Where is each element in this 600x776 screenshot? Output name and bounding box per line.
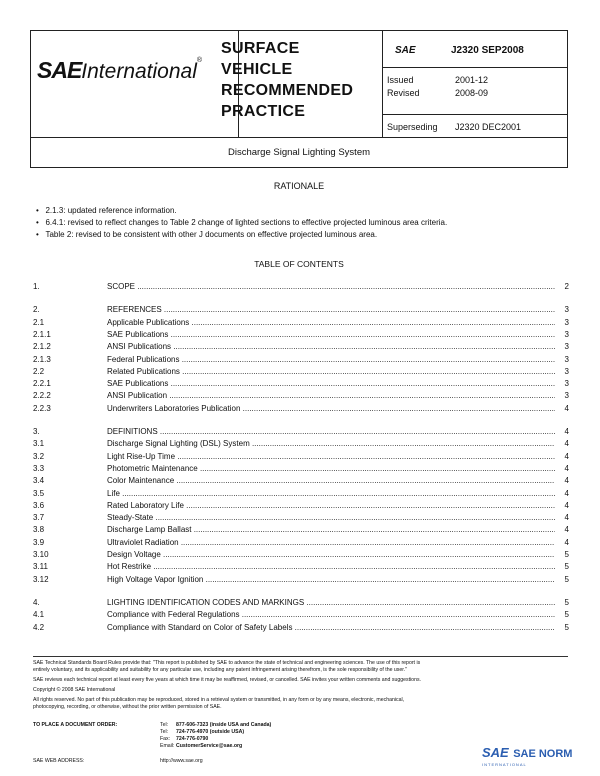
toc-row[interactable]: [33, 475, 569, 486]
toc-title: Rated Laboratory Life .....: [107, 500, 555, 511]
toc-number: 2.2.1: [33, 379, 51, 389]
toc-title: Discharge Lamp Ballast .....: [107, 524, 555, 535]
toc-title: REFERENCES .....: [107, 304, 555, 315]
toc-number: 2.1.1: [33, 329, 51, 339]
toc-page: 3: [564, 354, 569, 364]
toc-number: 3.4: [33, 476, 45, 486]
toc-number: 4.1: [33, 610, 45, 620]
toc-page: 5: [564, 610, 569, 620]
toc-number: 2.: [33, 305, 40, 315]
toc-row[interactable]: [33, 524, 569, 535]
toc-title: SAE Publications .....: [107, 378, 555, 389]
toc-row[interactable]: [33, 561, 569, 572]
toc-title: High Voltage Vapor Ignition .....: [107, 574, 555, 585]
web-address[interactable]: http://www.sae.org: [160, 758, 203, 764]
title-line: SURFACE: [221, 40, 300, 57]
toc-page: 4: [564, 500, 569, 510]
toc-number: 3.1: [33, 439, 45, 449]
toc-page: 5: [564, 550, 569, 559]
toc-row[interactable]: [33, 329, 569, 340]
toc-row[interactable]: [33, 512, 569, 523]
toc-page: 3: [564, 329, 569, 339]
toc-row[interactable]: [33, 574, 569, 585]
toc-row[interactable]: [33, 609, 569, 620]
toc-page: 5: [564, 574, 569, 584]
toc-number: 2.1.2: [33, 342, 51, 352]
toc-page: 4: [564, 403, 569, 413]
toc-title: Light Rise-Up Time .....: [107, 451, 555, 462]
toc-row[interactable]: [33, 451, 569, 462]
toc-title: Federal Publications .....: [107, 354, 555, 365]
toc-number: 3.2: [33, 451, 45, 461]
toc-number: 1.: [33, 282, 40, 291]
toc-number: 3.10: [33, 550, 49, 559]
toc-title: DEFINITIONS .....: [107, 426, 555, 437]
toc-number: 2.1.3: [33, 354, 51, 364]
toc-row[interactable]: [33, 304, 569, 315]
stamp-logo-icon: SAE: [482, 745, 509, 760]
toc-page: 3: [564, 305, 569, 315]
document-type-title: [221, 38, 353, 122]
logo-international-text: International: [81, 60, 197, 83]
toc-number: 2.2: [33, 366, 45, 376]
toc-page: 5: [564, 597, 569, 607]
toc-title: Related Publications .....: [107, 366, 555, 377]
toc-title: Underwriters Laboratories Publication .....: [107, 403, 555, 414]
toc-number: 3.8: [33, 525, 45, 535]
toc-number: 3.9: [33, 537, 45, 547]
toc-row[interactable]: [33, 488, 569, 499]
rationale-bullet: • Table 2: revised to be consistent with other J documents on effective projected luminous area.: [36, 230, 378, 239]
toc-page: 4: [564, 439, 569, 449]
toc-row[interactable]: [33, 317, 569, 328]
toc-title: Life .....: [107, 488, 555, 499]
toc-title: ANSI Publications .....: [107, 341, 555, 352]
toc-title: Steady-State .....: [107, 512, 555, 523]
toc-row[interactable]: [33, 341, 569, 352]
toc-number: 3.7: [33, 513, 45, 523]
toc-title: Hot Restrike .....: [107, 561, 555, 572]
header-divider: [382, 31, 383, 137]
toc-page: 4: [564, 463, 569, 473]
toc-page: 3: [564, 342, 569, 352]
toc-row[interactable]: [33, 366, 569, 377]
revised-label: Revised: [387, 88, 420, 98]
toc-row[interactable]: [33, 390, 569, 401]
toc-number: 4.2: [33, 622, 45, 632]
toc-page: 4: [564, 525, 569, 535]
toc-page: 3: [564, 379, 569, 389]
toc-title: Color Maintenance .....: [107, 475, 555, 486]
toc-number: 3.3: [33, 463, 45, 473]
toc-number: 2.2.3: [33, 403, 51, 413]
toc-row[interactable]: [33, 597, 569, 608]
footer-rule: [33, 656, 568, 657]
toc-row[interactable]: [33, 438, 569, 449]
superseding-value: J2320 DEC2001: [455, 122, 522, 132]
rationale-heading: RATIONALE: [273, 181, 325, 191]
title-line: RECOMMENDED: [221, 82, 354, 99]
header-divider: [382, 67, 567, 68]
toc-number: 4.: [33, 597, 40, 607]
toc-number: 2.2.2: [33, 391, 51, 401]
toc-title: SAE Publications .....: [107, 329, 555, 340]
sae-norm-stamp: SAE SAE NORM INTERNATIONAL: [482, 745, 573, 767]
toc-title: Discharge Signal Lighting (DSL) System .....: [107, 438, 555, 449]
title-line: VEHICLE: [221, 61, 293, 78]
toc-page: 3: [564, 366, 569, 376]
document-header: [30, 30, 568, 138]
rationale-bullet: • 2.1.3: updated reference information.: [36, 206, 177, 215]
order-contacts: Tel: 877-606-7323 (inside USA and Canada) Tel: 724-776-4970 (outside USA) Fax: 724-776-0790 Email: CustomerService@sae.org: [160, 722, 272, 749]
toc-title: Compliance with Standard on Color of Safety Labels .....: [107, 622, 555, 633]
toc-row[interactable]: [33, 500, 569, 511]
document-number: J2320 SEP2008: [451, 45, 524, 56]
toc-title: Compliance with Federal Regulations .....: [107, 609, 555, 620]
toc-heading: TABLE OF CONTENTS: [254, 259, 344, 269]
toc-number: 3.12: [33, 574, 49, 584]
toc-page: 3: [564, 391, 569, 401]
toc-row[interactable]: [33, 281, 569, 292]
document-subject: Discharge Signal Lighting System: [30, 138, 568, 168]
revised-date: 2008-09: [455, 88, 489, 98]
toc-title: LIGHTING IDENTIFICATION CODES AND MARKINGS .....: [107, 597, 555, 608]
logo-trademark: ®: [196, 57, 203, 64]
issued-date: 2001-12: [455, 75, 489, 85]
toc-page: 4: [564, 427, 569, 436]
toc-page: 5: [564, 562, 569, 572]
toc-row[interactable]: [33, 463, 569, 474]
toc-number: 3.5: [33, 488, 45, 498]
toc-page: 5: [564, 622, 569, 632]
toc-row[interactable]: [33, 426, 569, 437]
toc-page: 3: [564, 317, 569, 327]
rationale-list: [36, 205, 447, 241]
toc-number: 3.: [33, 427, 40, 436]
toc-title: Applicable Publications .....: [107, 317, 555, 328]
toc-number: 3.6: [33, 500, 45, 510]
web-label: SAE WEB ADDRESS:: [33, 758, 85, 764]
toc-row[interactable]: [33, 403, 569, 414]
toc-title: Photometric Maintenance .....: [107, 463, 555, 474]
toc-title: Ultraviolet Radiation .....: [107, 537, 555, 548]
issued-label: Issued: [387, 75, 414, 85]
toc-row[interactable]: [33, 354, 569, 365]
header-divider: [382, 114, 567, 115]
toc-row[interactable]: [33, 378, 569, 389]
footer-legal: SAE Technical Standards Board Rules provide that: "This report is published by SAE to advance the state of technical and engineering sciences. The use of this report is entirely voluntary, and its applicability and suitability for any particular use, including any patent infringement arising therefrom, is the sole responsibility of the user." SAE reviews each technical report at least every five years at which time it may be reaffirmed, revised, or cancelled. SAE invites your written comments and suggestions. Copyright © 2008 SAE International All rights reserved. No part of this publication may be reproduced, stored in a retrieval system or transmitted, in any form or by any means, electronic, mechanical, photocopying, recording, or otherwise, without the prior written permission of SAE.: [33, 660, 421, 710]
toc-page: 4: [564, 488, 569, 498]
toc-page: 4: [564, 513, 569, 523]
toc-number: 3.11: [33, 562, 48, 572]
toc-row[interactable]: [33, 622, 569, 633]
logo-sae-text: SAE: [37, 57, 82, 83]
toc-page: 4: [564, 451, 569, 461]
toc-title: ANSI Publication .....: [107, 390, 555, 401]
toc-row[interactable]: [33, 549, 569, 560]
toc-page: 4: [564, 537, 569, 547]
rationale-bullet: • 6.4.1: revised to reflect changes to Table 2 change of lighted sections to effective projected luminous area criteria.: [36, 218, 448, 227]
superseding-label: Superseding: [387, 122, 438, 132]
toc-title: Design Voltage .....: [107, 549, 555, 560]
toc-title: SCOPE .....: [107, 281, 555, 292]
toc-number: 2.1: [33, 317, 45, 327]
sae-international-logo: [37, 57, 202, 84]
toc-row[interactable]: [33, 537, 569, 548]
title-line: PRACTICE: [221, 103, 306, 120]
toc-page: 2: [564, 282, 569, 291]
toc-page: 4: [564, 476, 569, 486]
order-label: TO PLACE A DOCUMENT ORDER:: [33, 722, 118, 728]
sae-small-logo: SAE: [395, 45, 416, 56]
